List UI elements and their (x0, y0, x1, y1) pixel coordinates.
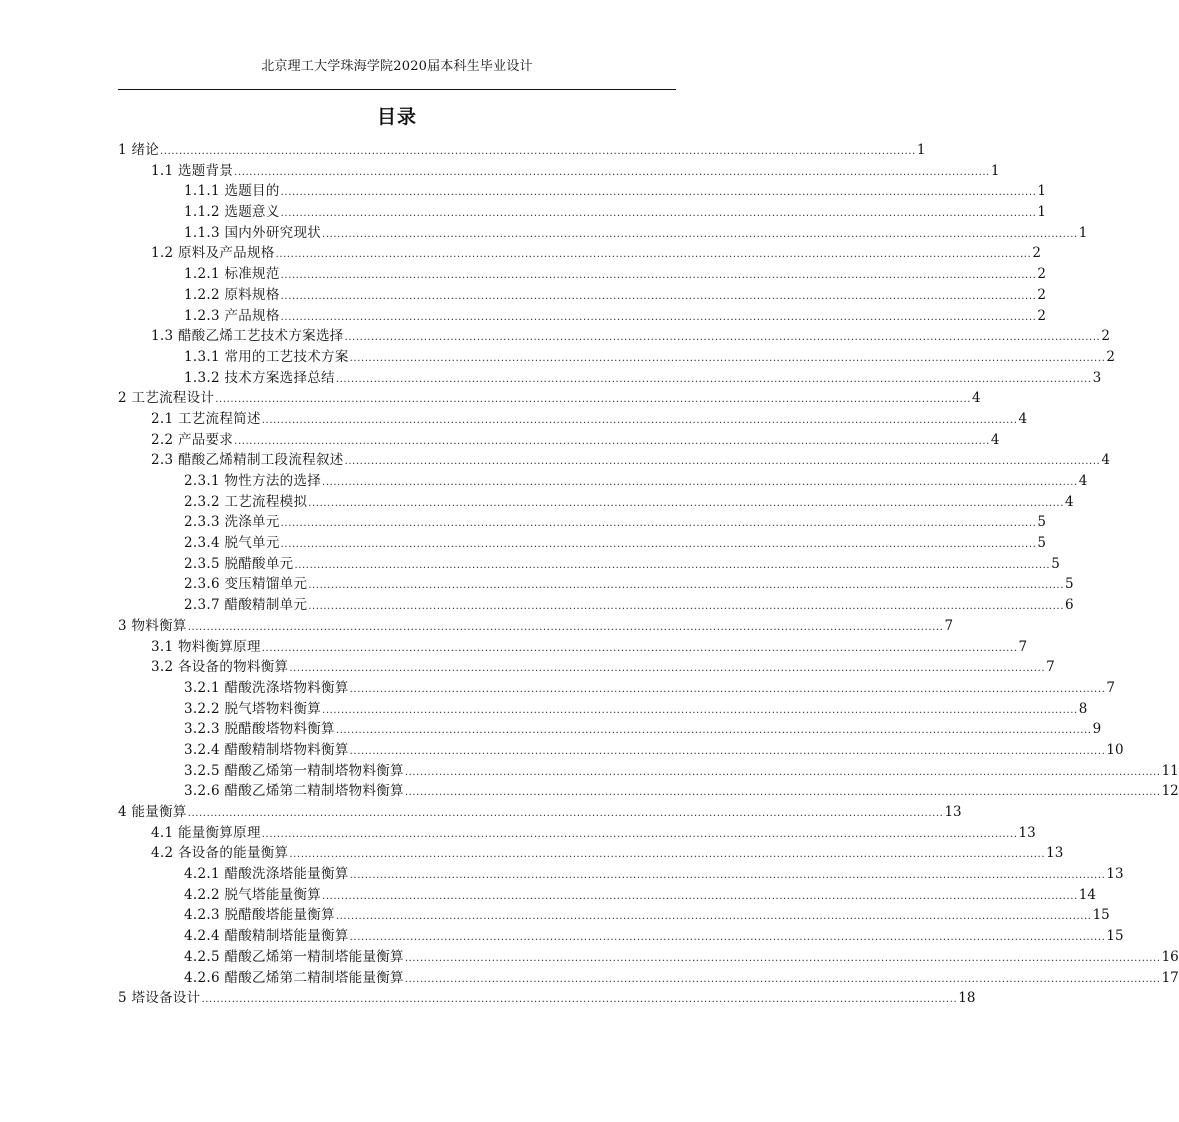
toc-entry-page-number: 2 (1037, 286, 1046, 303)
toc-entry-page-number: 4 (1018, 410, 1028, 427)
toc-entry[interactable] (118, 740, 1124, 761)
toc-entry-label: 1.2.3 产品规格 (184, 307, 280, 324)
dot-leader: ........................................................................................................................................................................................................ (308, 601, 1064, 613)
toc-entry-page-number: 15 (1106, 928, 1124, 945)
dot-leader: ........................................................................................................................................................................................................ (308, 580, 1064, 592)
toc-entry-label: 1.1.3 国内外研究现状 (184, 224, 322, 241)
toc-entry[interactable] (118, 968, 1179, 989)
toc-entry-label: 3.1 物料衡算原理 (151, 638, 261, 655)
dot-leader: ........................................................................................................................................................................................................ (280, 539, 1037, 551)
toc-entry[interactable] (118, 223, 1088, 244)
toc-entry-page-number: 2 (1037, 266, 1046, 283)
toc-entry-page-number: 2 (1032, 245, 1041, 262)
toc-entry-label: 1.1.2 选题意义 (184, 204, 280, 221)
toc-entry[interactable] (118, 533, 1046, 554)
dot-leader: ........................................................................................................................................................................................................ (349, 683, 1106, 695)
dot-leader: ........................................................................................................................................................................................................ (335, 373, 1092, 385)
toc-entry-label: 4.2.1 醋酸洗涤塔能量衡算 (184, 866, 349, 883)
dot-leader: ........................................................................................................................................................................................................ (275, 249, 1032, 261)
toc-entry[interactable] (118, 864, 1124, 885)
toc-entry-label: 3.2 各设备的物料衡算 (151, 659, 289, 676)
toc-entry-label: 4.2.4 醋酸精制塔能量衡算 (184, 928, 349, 945)
toc-entry-label: 3.2.3 脱醋酸塔物料衡算 (184, 721, 335, 738)
dot-leader: ........................................................................................................................................................................................................ (201, 994, 958, 1006)
dot-leader: ........................................................................................................................................................................................................ (261, 642, 1018, 654)
toc-entry[interactable] (118, 140, 926, 161)
toc-entry[interactable] (118, 719, 1102, 740)
toc-title: 目录 (376, 106, 417, 128)
toc-entry[interactable] (118, 616, 954, 637)
toc-entry-label: 4.2.6 醋酸乙烯第二精制塔能量衡算 (184, 969, 404, 986)
toc-entry[interactable] (118, 905, 1110, 926)
toc-entry-label: 2.3.1 物性方法的选择 (184, 473, 322, 489)
dot-leader: ........................................................................................................................................................................................................ (335, 725, 1092, 737)
toc-entry-label: 1.3 醋酸乙烯工艺技术方案选择 (151, 328, 344, 345)
dot-leader: ........................................................................................................................................................................................................ (215, 394, 972, 406)
toc-entry-label: 1.3.2 技术方案选择总结 (184, 369, 335, 386)
dot-leader: ........................................................................................................................................................................................................ (187, 808, 944, 819)
toc-entry-label: 4 能量衡算 (118, 804, 187, 820)
toc-entry[interactable] (118, 326, 1110, 347)
toc-entry-label: 2.3.5 脱醋酸单元 (184, 555, 294, 572)
toc-entry-label: 2.3.3 洗涤单元 (184, 514, 280, 531)
dot-leader: ........................................................................................................................................................................................................ (349, 932, 1106, 944)
running-header: 北京理工大学珠海学院2020届本科生毕业设计 (261, 59, 533, 74)
toc-entry-label: 3.2.6 醋酸乙烯第二精制塔物料衡算 (184, 783, 404, 800)
dot-leader: ........................................................................................................................................................................................................ (280, 208, 1037, 220)
toc-entry-label: 2.3 醋酸乙烯精制工段流程叙述 (151, 452, 344, 469)
toc-entry-page-number: 5 (1037, 514, 1046, 531)
dot-leader: ........................................................................................................................................................................................................ (322, 704, 1078, 716)
dot-leader: ........................................................................................................................................................................................................ (234, 435, 990, 447)
dot-leader: ........................................................................................................................................................................................................ (280, 311, 1037, 323)
table-of-contents (118, 140, 1179, 1009)
toc-entry-page-number: 4 (990, 431, 1000, 448)
dot-leader: ........................................................................................................................................................................................................ (349, 745, 1106, 757)
toc-entry[interactable] (118, 306, 1046, 327)
dot-leader: ........................................................................................................................................................................................................ (344, 456, 1101, 468)
toc-entry-page-number: 9 (1092, 721, 1102, 738)
dot-leader: ........................................................................................................................................................................................................ (349, 352, 1106, 364)
toc-entry-page-number: 1 (916, 142, 926, 158)
toc-entry-page-number: 1 (990, 162, 1000, 179)
dot-leader: ........................................................................................................................................................................................................ (160, 146, 916, 157)
toc-entry-label: 4.2.3 脱醋酸塔能量衡算 (184, 907, 335, 924)
toc-entry-label: 4.1 能量衡算原理 (151, 824, 261, 841)
toc-entry-page-number: 4 (1065, 493, 1074, 510)
toc-entry-page-number: 5 (1051, 555, 1060, 572)
toc-entry-label: 5 塔设备设计 (118, 990, 201, 1007)
dot-leader: ........................................................................................................................................................................................................ (335, 911, 1092, 923)
toc-entry-label: 1.2 原料及产品规格 (151, 245, 275, 262)
dot-leader: ........................................................................................................................................................................................................ (404, 766, 1161, 778)
dot-leader: ........................................................................................................................................................................................................ (289, 663, 1046, 675)
dot-leader: ........................................................................................................................................................................................................ (404, 952, 1161, 964)
toc-entry-page-number: 7 (944, 617, 954, 634)
dot-leader: ........................................................................................................................................................................................................ (322, 477, 1078, 488)
toc-entry-page-number: 6 (1065, 597, 1074, 614)
toc-entry[interactable] (118, 657, 1055, 678)
toc-entry-label: 3.2.2 脱气塔物料衡算 (184, 700, 322, 717)
toc-entry-label: 2.3.6 变压精馏单元 (184, 576, 308, 593)
dot-leader: ........................................................................................................................................................................................................ (187, 621, 944, 633)
toc-entry[interactable] (118, 161, 1000, 182)
toc-entry-label: 2.3.4 脱气单元 (184, 535, 280, 552)
toc-entry-label: 1.3.1 常用的工艺技术方案 (184, 348, 349, 365)
toc-entry[interactable] (118, 574, 1074, 595)
toc-entry-label: 2.3.2 工艺流程模拟 (184, 493, 308, 510)
toc-entry-page-number: 13 (1018, 824, 1036, 841)
toc-entry-label: 2.2 产品要求 (151, 431, 234, 448)
toc-entry[interactable] (118, 885, 1096, 906)
dot-leader: ........................................................................................................................................................................................................ (349, 870, 1106, 882)
toc-entry-label: 1.2.2 原料规格 (184, 286, 280, 303)
toc-entry-page-number: 18 (958, 990, 976, 1007)
toc-entry-label: 4.2.5 醋酸乙烯第一精制塔能量衡算 (184, 948, 404, 965)
toc-entry-page-number: 16 (1161, 948, 1179, 965)
toc-entry[interactable] (118, 243, 1041, 264)
dot-leader: ........................................................................................................................................................................................................ (322, 228, 1078, 240)
toc-entry[interactable] (118, 409, 1028, 430)
toc-entry-page-number: 1 (1037, 183, 1046, 200)
toc-entry-page-number: 7 (1018, 638, 1028, 655)
toc-entry[interactable] (118, 202, 1046, 223)
dot-leader: ........................................................................................................................................................................................................ (280, 187, 1037, 199)
dot-leader: ........................................................................................................................................................................................................ (234, 166, 990, 178)
toc-entry[interactable] (118, 512, 1046, 533)
dot-leader: ........................................................................................................................................................................................................ (294, 559, 1051, 571)
toc-entry-page-number: 1 (1037, 204, 1046, 221)
dot-leader: ........................................................................................................................................................................................................ (289, 849, 1046, 861)
toc-entry-label: 4.2 各设备的能量衡算 (151, 845, 289, 862)
dot-leader: ........................................................................................................................................................................................................ (280, 290, 1037, 302)
dot-leader: ........................................................................................................................................................................................................ (280, 518, 1037, 530)
toc-entry-label: 4.2.2 脱气塔能量衡算 (184, 886, 322, 903)
toc-entry-page-number: 11 (1161, 762, 1179, 779)
toc-entry-page-number: 1 (1078, 224, 1088, 241)
toc-entry-page-number: 13 (1046, 845, 1064, 862)
toc-entry-page-number: 7 (1106, 679, 1115, 696)
toc-entry-label: 3 物料衡算 (118, 617, 187, 634)
dot-leader: ........................................................................................................................................................................................................ (308, 497, 1064, 509)
dot-leader: ........................................................................................................................................................................................................ (404, 973, 1161, 985)
toc-entry-page-number: 4 (1101, 452, 1110, 469)
toc-entry[interactable] (118, 761, 1179, 782)
toc-entry-page-number: 7 (1046, 659, 1055, 676)
toc-entry[interactable] (118, 595, 1074, 616)
toc-entry[interactable] (118, 781, 1179, 802)
toc-entry-page-number: 2 (1101, 328, 1110, 345)
toc-entry-page-number: 15 (1092, 907, 1110, 924)
toc-entry-page-number: 10 (1106, 741, 1124, 758)
toc-entry-label: 3.2.1 醋酸洗涤塔物料衡算 (184, 679, 349, 696)
toc-entry-page-number: 5 (1037, 535, 1046, 552)
toc-entry[interactable] (118, 471, 1088, 492)
header-rule (118, 89, 676, 90)
toc-entry-page-number: 2 (1037, 307, 1046, 324)
toc-entry[interactable] (118, 637, 1028, 658)
toc-entry-page-number: 4 (972, 390, 981, 407)
toc-entry-page-number: 4 (1078, 473, 1088, 489)
toc-entry[interactable] (118, 678, 1115, 699)
toc-entry[interactable] (118, 926, 1124, 947)
toc-entry-page-number: 3 (1092, 369, 1102, 386)
toc-entry-label: 2.3.7 醋酸精制单元 (184, 597, 308, 614)
toc-entry[interactable] (118, 554, 1060, 575)
toc-entry[interactable] (118, 843, 1064, 864)
toc-entry[interactable] (118, 264, 1046, 285)
toc-entry[interactable] (118, 947, 1179, 968)
toc-entry-label: 1 绪论 (118, 142, 160, 158)
toc-entry-page-number: 12 (1161, 783, 1179, 800)
dot-leader: ........................................................................................................................................................................................................ (280, 270, 1037, 282)
toc-entry-label: 1.1.1 选题目的 (184, 183, 280, 200)
dot-leader: ........................................................................................................................................................................................................ (261, 828, 1018, 840)
dot-leader: ........................................................................................................................................................................................................ (322, 890, 1078, 902)
toc-entry[interactable] (118, 492, 1074, 513)
toc-entry-label: 3.2.4 醋酸精制塔物料衡算 (184, 741, 349, 758)
toc-entry[interactable] (118, 430, 1000, 451)
dot-leader: ........................................................................................................................................................................................................ (344, 332, 1101, 344)
toc-entry[interactable] (118, 347, 1115, 368)
toc-entry-page-number: 5 (1065, 576, 1074, 593)
toc-entry[interactable] (118, 988, 976, 1009)
toc-entry-page-number: 17 (1161, 969, 1179, 986)
toc-entry-page-number: 13 (944, 804, 962, 820)
toc-entry-page-number: 14 (1078, 886, 1096, 903)
toc-entry-label: 1.2.1 标准规范 (184, 266, 280, 283)
toc-entry[interactable] (118, 699, 1088, 720)
toc-entry[interactable] (118, 450, 1110, 471)
toc-entry-label: 2.1 工艺流程简述 (151, 410, 261, 427)
toc-entry-page-number: 2 (1106, 348, 1115, 365)
toc-entry[interactable] (118, 823, 1036, 844)
toc-entry-page-number: 8 (1078, 700, 1088, 717)
dot-leader: ........................................................................................................................................................................................................ (404, 787, 1161, 799)
toc-entry[interactable] (118, 181, 1046, 202)
toc-entry[interactable] (118, 388, 981, 409)
dot-leader: ........................................................................................................................................................................................................ (261, 414, 1018, 426)
toc-entry-label: 1.1 选题背景 (151, 162, 234, 179)
toc-entry[interactable] (118, 368, 1102, 389)
toc-entry-page-number: 13 (1106, 866, 1124, 883)
toc-entry[interactable] (118, 802, 962, 823)
toc-entry-label: 3.2.5 醋酸乙烯第一精制塔物料衡算 (184, 762, 404, 779)
toc-entry[interactable] (118, 285, 1046, 306)
toc-entry-label: 2 工艺流程设计 (118, 390, 215, 407)
